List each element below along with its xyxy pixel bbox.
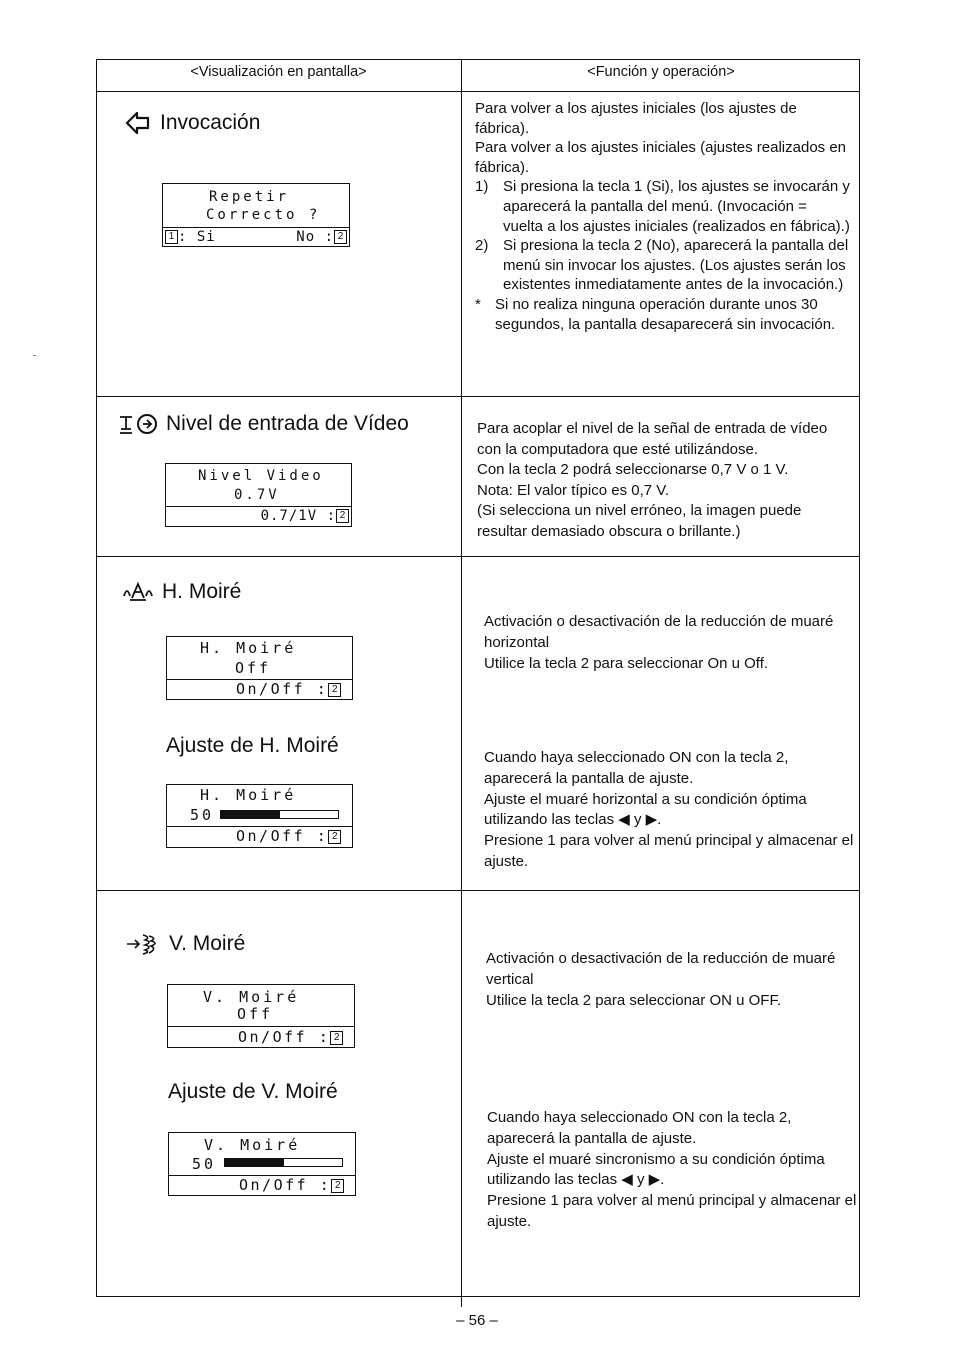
osd-option-yes: : Si <box>178 229 216 245</box>
osd-separator <box>163 227 349 228</box>
osd-line: Nivel Video <box>198 468 324 484</box>
paragraph: Para acoplar el nivel de la señal de entrada de vídeo con la computadora que esté utilizándose. <box>477 420 828 458</box>
level-fill <box>225 1159 284 1166</box>
key-2-icon: 2 <box>331 1179 344 1193</box>
key-2-icon: 2 <box>336 509 349 523</box>
paragraph: Ajuste el muaré horizontal a su condición óptima utilizando las teclas ◀ y ▶. <box>484 790 807 829</box>
osd-line: V. Moiré <box>203 988 300 1006</box>
osd-separator <box>166 506 351 507</box>
osd-hmoire <box>166 636 353 700</box>
osd-line: Off <box>235 659 272 677</box>
key-2-icon: 2 <box>334 230 347 244</box>
h-moire-level-bar <box>220 810 339 819</box>
hmoire-adjust-description <box>484 748 859 873</box>
paragraph: Para volver a los ajustes iniciales (los ajustes de fábrica). <box>475 100 797 137</box>
osd-line: V. Moiré <box>204 1136 301 1154</box>
paragraph: Con la tecla 2 podrá seleccionarse 0,7 V o 1 V. <box>477 461 789 479</box>
osd-line: Correcto ? <box>206 207 321 223</box>
osd-line: On/Off : 2 <box>236 680 352 698</box>
osd-line <box>296 229 347 245</box>
paragraph: Activación o desactivación de la reducción de muaré horizontal <box>484 613 834 651</box>
osd-separator <box>168 1026 354 1027</box>
key-2-icon: 2 <box>330 1031 343 1045</box>
section-title-text: V. Moiré <box>169 932 246 955</box>
header-left: <Visualización en pantalla> <box>190 64 367 80</box>
row-divider-3 <box>96 890 860 891</box>
paragraph: Utilice la tecla 2 para seleccionar On u Off. <box>484 654 769 672</box>
vmoire-adjust-title: Ajuste de V. Moiré <box>168 1080 338 1103</box>
osd-line: H. Moiré <box>200 786 297 804</box>
paragraph: (Si selecciona un nivel erróneo, la imagen puede resultar demasiado obscura o brillante.) <box>477 502 802 540</box>
paragraph: Cuando haya seleccionado ON con la tecla 2, aparecerá la pantalla de ajuste. <box>484 749 789 787</box>
section-title-text: Nivel de entrada de Vídeo <box>166 412 409 435</box>
key-2-icon: 2 <box>328 683 341 697</box>
v-moire-level-bar <box>224 1158 343 1167</box>
h-moire-icon <box>122 580 154 604</box>
section-title-text: Invocación <box>160 111 261 134</box>
osd-line: H. Moiré <box>200 639 297 657</box>
paragraph: Para volver a los ajustes iniciales (ajustes realizados en fábrica). <box>475 139 847 176</box>
osd-line: On/Off : 2 <box>238 1028 354 1046</box>
paragraph: Nota: El valor típico es 0,7 V. <box>477 481 670 499</box>
osd-level-value: 50 <box>192 1155 217 1173</box>
osd-nivel <box>165 463 352 527</box>
key-1-icon: 1 <box>165 230 178 244</box>
list-item: * Si no realiza ninguna operación durante unos 30 segundos, la pantalla desaparecerá sin invocación. <box>475 295 836 333</box>
section-invocacion-title <box>124 110 260 136</box>
osd-hmoire-adjust <box>166 784 353 848</box>
list-item: 2) Si presiona la tecla 2 (No), aparecerá la pantalla del menú sin invocar los ajustes. (Los ajustes serán los existentes inmediatamente antes de la invocación.) <box>475 237 849 294</box>
osd-line: Off <box>237 1005 274 1023</box>
paragraph: Presione 1 para volver al menú principal y almacenar el ajuste. <box>487 1192 857 1230</box>
header-divider <box>96 91 860 92</box>
vmoire-adjust-description <box>487 1108 862 1233</box>
list-item: 1) Si presiona la tecla 1 (Si), los ajustes se invocarán y aparecerá la pantalla del menú. (Invocación = vuelta a los ajustes iniciales (realizados en fábrica).) <box>475 178 850 235</box>
paragraph: Ajuste el muaré sincronismo a su condición óptima utilizando las teclas ◀ y ▶. <box>487 1150 825 1189</box>
osd-level-value: 50 <box>190 806 215 824</box>
hmoire-adjust-title: Ajuste de H. Moiré <box>166 734 339 757</box>
row-divider-1 <box>96 396 860 397</box>
invocacion-description <box>475 99 850 334</box>
column-divider <box>461 59 462 1307</box>
osd-invocacion <box>162 183 350 247</box>
osd-vmoire-adjust <box>168 1132 356 1196</box>
header-right: <Función y operación> <box>587 64 735 80</box>
osd-line: 0.7/1V : 2 <box>261 508 349 524</box>
paragraph: Cuando haya seleccionado ON con la tecla 2, aparecerá la pantalla de ajuste. <box>487 1109 792 1147</box>
osd-line: On/Off : 2 <box>236 827 352 845</box>
recall-arrow-icon <box>124 110 152 136</box>
hmoire-description <box>484 612 859 674</box>
video-level-icon <box>118 411 158 437</box>
v-moire-icon <box>125 932 161 956</box>
row-divider-2 <box>96 556 860 557</box>
paragraph: Presione 1 para volver al menú principal y almacenar el ajuste. <box>484 832 854 870</box>
key-2-icon: 2 <box>328 830 341 844</box>
margin-mark <box>33 355 36 356</box>
level-fill <box>221 811 280 818</box>
paragraph: Utilice la tecla 2 para seleccionar ON u OFF. <box>486 991 782 1009</box>
section-hmoire-title <box>122 580 241 604</box>
vmoire-description <box>486 949 861 1011</box>
osd-line: Repetir <box>209 189 290 205</box>
osd-option-no: No : <box>296 229 334 245</box>
osd-line: On/Off : 2 <box>239 1176 355 1194</box>
section-title-text: H. Moiré <box>162 580 242 603</box>
section-nivel-title <box>118 411 409 437</box>
osd-line: 0.7V <box>234 487 280 503</box>
section-vmoire-title <box>125 932 245 956</box>
page-number: – 56 – <box>456 1312 498 1329</box>
osd-vmoire <box>167 984 355 1048</box>
paragraph: Activación o desactivación de la reducción de muaré vertical <box>486 950 836 988</box>
nivel-description <box>477 419 852 543</box>
